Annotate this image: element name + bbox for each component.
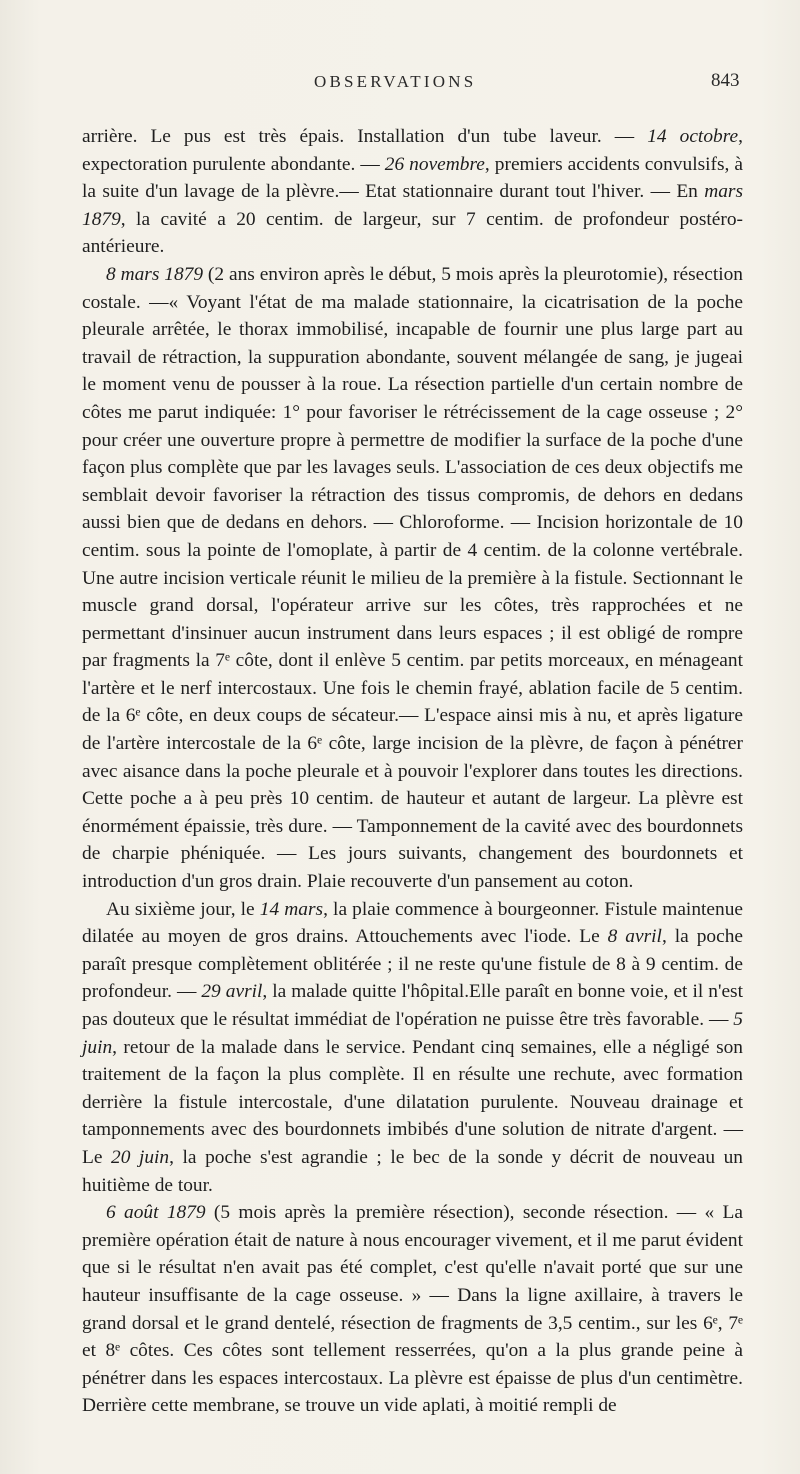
text-run: , la poche paraît presque complètement oblitérée ; il ne reste qu'une fistule de 8 à 9 centim. de profondeur. — <box>82 926 743 1003</box>
text-run: , la poche s'est agrandie ; le bec de la sonde y décrit de nouveau un huitième de tour. <box>82 1146 743 1196</box>
paragraph-4 <box>82 1199 743 1420</box>
text-run: (2 ans environ après le début, 5 mois après la pleurotomie), résection costale. —« Voyant l'état de ma malade stationnaire, la cicatrisation de la poche pleurale arrêtée, le thorax immobilisé, incapable de fournir une plus large part au travail de rétraction, la suppuration abondante, souvent mélangée de sang, je jugeai le moment venu de pousser à la roue. La résection partielle d'un certain nombre de côtes me parut indiquée: 1° pour favoriser le rétrécissement de la cage osseuse ; 2° pour créer une ouverture propre à permettre de modifier la surface de la poche d'une façon plus complète que par les lavages seuls. L'association de ces deux objectifs me semblait devoir favoriser la rétraction des tissus compromis, de dehors en dedans aussi bien que de dedans en dehors. — Chloroforme. — Incision horizontale de 10 centim. sous la pointe de l'omoplate, à partir de 4 centim. de la colonne vertébrale. Une autre incision verticale réunit le milieu de la première à la fistule. Sectionnant le muscle grand dorsal, l'opérateur arrive sur les côtes, très rapprochées et ne permettant d'insinuer aucun instrument dans leurs espaces ; il est obligé de rompre par fragments la 7ᵉ côte, dont il enlève 5 centim. par petits morceaux, en ménageant l'artère et le nerf intercostaux. Une fois le chemin frayé, ablation facile de 5 centim. de la 6ᵉ côte, en deux coups de sécateur.— L'espace ainsi mis à nu, et après ligature de l'artère intercostale de la 6ᵉ côte, large incision de la plèvre, de façon à pénétrer avec aisance dans la poche pleurale et à pouvoir l'explorer dans toutes les directions. Cette poche a à peu près 10 centim. de hauteur et autant de largeur. La plèvre est énormément épaissie, très dure. — Tamponnement de la cavité avec des bourdonnets de charpie phéniquée. — Les jours suivants, changement des bourdonnets et introduction d'un gros drain. Plaie recouverte d'un pansement au coton. <box>82 263 744 893</box>
page-number: 843 <box>711 70 740 91</box>
text-run: , retour de la malade dans le service. Pendant cinq semaines, elle a négligé son traitement de la façon la plus complète. Il en résulte une rechute, avec formation derrière la fistule intercostale, d'une dilatation purulente. Nouveau drainage et tamponnements avec des bourdonnets imbibés d'une solution de nitrate d'argent. — Le <box>82 1036 743 1168</box>
text-run: , la malade quitte l'hôpital.Elle paraît en bonne voie, et il n'est pas douteux que le résultat immédiat de l'opération ne puisse être très favorable. — <box>82 981 743 1030</box>
paragraph-1 <box>82 123 743 261</box>
italic-date: 8 avril <box>607 926 662 948</box>
text-run: , premiers accidents convulsifs, à la suite d'un lavage de la plèvre.— Etat stationnaire durant tout l'hiver. — En <box>82 153 743 203</box>
italic-date: mars 1879 <box>82 181 743 230</box>
text-run: (5 mois après la première résection), seconde résection. — « La première opération était de nature à nous encourager vivement, et il me parut évident que si le résultat n'en avait pas été complet, c'est qu'elle n'avait porté que sur une hauteur insuffisante de la cage osseuse. » — Dans la ligne axillaire, à travers le grand dorsal et le grand dentelé, résection de fragments de 3,5 centim., sur les 6ᵉ, 7ᵉ et 8ᵉ côtes. Ces côtes sont tellement resserrées, qu'on a la plus grande peine à pénétrer dans les espaces intercostaux. La plèvre est épaisse de plus d'un centimètre. Derrière cette membrane, se trouve un vide aplati, à moitié rempli de <box>82 1202 743 1417</box>
paragraph-3 <box>82 896 743 1200</box>
text-run: Au sixième jour, le <box>106 898 260 920</box>
italic-date: 14 octobre <box>647 126 739 147</box>
running-title: OBSERVATIONS <box>314 72 477 91</box>
italic-date: 6 août 1879 <box>106 1202 206 1224</box>
italic-date: 29 avril <box>201 981 263 1003</box>
text-run: , la plaie commence à bourgeonner. Fistule maintenue dilatée au moyen de gros drains. Attouchements avec l'iode. Le <box>82 898 744 948</box>
italic-date: 20 juin <box>111 1146 170 1168</box>
text-run: arrière. Le pus est très épais. Installation d'un tube laveur. — <box>82 126 648 147</box>
italic-date: 8 mars 1879 <box>106 263 204 285</box>
text-run: , la cavité a 20 centim. de largeur, sur 7 centim. de profondeur postéro-antérieure. <box>82 208 743 258</box>
italic-date: 14 mars <box>259 898 324 920</box>
paragraph-2 <box>82 261 743 896</box>
text-run: , expectoration purulente abondante. — <box>82 126 743 175</box>
italic-date: 26 novembre <box>384 153 485 175</box>
italic-date: 5 juin <box>82 1009 743 1058</box>
body-text <box>82 123 743 1420</box>
page-header <box>0 72 800 102</box>
